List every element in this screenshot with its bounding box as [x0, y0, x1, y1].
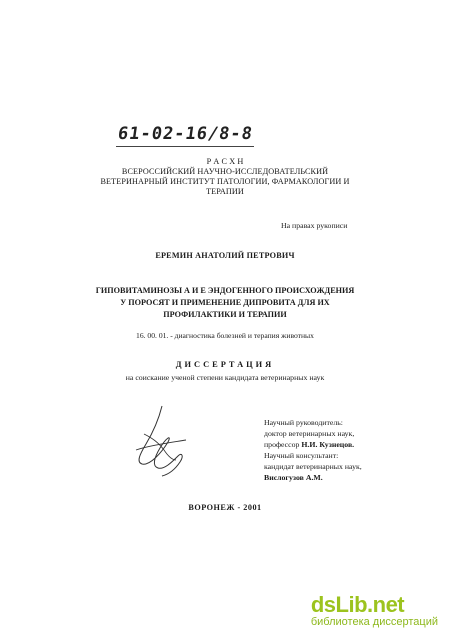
watermark-subtitle: библиотека диссертаций — [310, 616, 438, 628]
org-line-3: ВЕТЕРИНАРНЫЙ ИНСТИТУТ ПАТОЛОГИИ, ФАРМАКОЛОГИИ И — [100, 177, 350, 186]
supervisor-label: Научный руководитель: — [264, 418, 343, 427]
org-line-1: Р А С Х Н — [206, 157, 244, 166]
handwritten-signature — [132, 404, 190, 478]
dissertation-heading: ДИССЕРТАЦИЯ — [175, 360, 275, 369]
org-line-4: ТЕРАПИИ — [206, 187, 244, 196]
dissertation-subtitle: на соискание ученой степени кандидата ветеринарных наук — [125, 373, 325, 382]
supervisor-title: профессор — [264, 440, 300, 449]
supervisor-name: Н.И. Кузнецов. — [301, 440, 355, 449]
watermark-logo: dsLib.net — [310, 592, 405, 617]
advisors-block — [264, 417, 362, 483]
handwriting-underline — [116, 146, 254, 147]
rights-note: На правах рукописи — [281, 221, 348, 230]
city-year: ВОРОНЕЖ - 2001 — [188, 503, 262, 512]
organization-header — [0, 157, 450, 197]
specialty-code: 16. 00. 01. - диагностика болезней и терапия животных — [136, 331, 314, 340]
author-name: ЕРЕМИН АНАТОЛИЙ ПЕТРОВИЧ — [155, 251, 295, 260]
dissertation-title — [0, 285, 450, 321]
consultant-degree: кандидат ветеринарных наук, — [264, 462, 362, 471]
supervisor-degree: доктор ветеринарных наук, — [264, 429, 355, 438]
supervisor-line — [264, 439, 362, 450]
org-line-2: ВСЕРОССИЙСКИЙ НАУЧНО-ИССЛЕДОВАТЕЛЬСКИЙ — [121, 167, 329, 176]
consultant-name: Вислогузов А.М. — [264, 473, 323, 482]
title-line-1: ГИПОВИТАМИНОЗЫ А И Е ЭНДОГЕННОГО ПРОИСХОЖДЕНИЯ — [95, 286, 355, 295]
title-line-3: ПРОФИЛАКТИКИ И ТЕРАПИИ — [163, 310, 287, 319]
consultant-label: Научный консультант: — [264, 451, 339, 460]
title-line-2: У ПОРОСЯТ И ПРИМЕНЕНИЕ ДИПРОВИТА ДЛЯ ИХ — [120, 298, 330, 307]
watermark — [311, 594, 438, 629]
archive-code-handwritten: 61-02-16/8-8 — [116, 124, 255, 144]
